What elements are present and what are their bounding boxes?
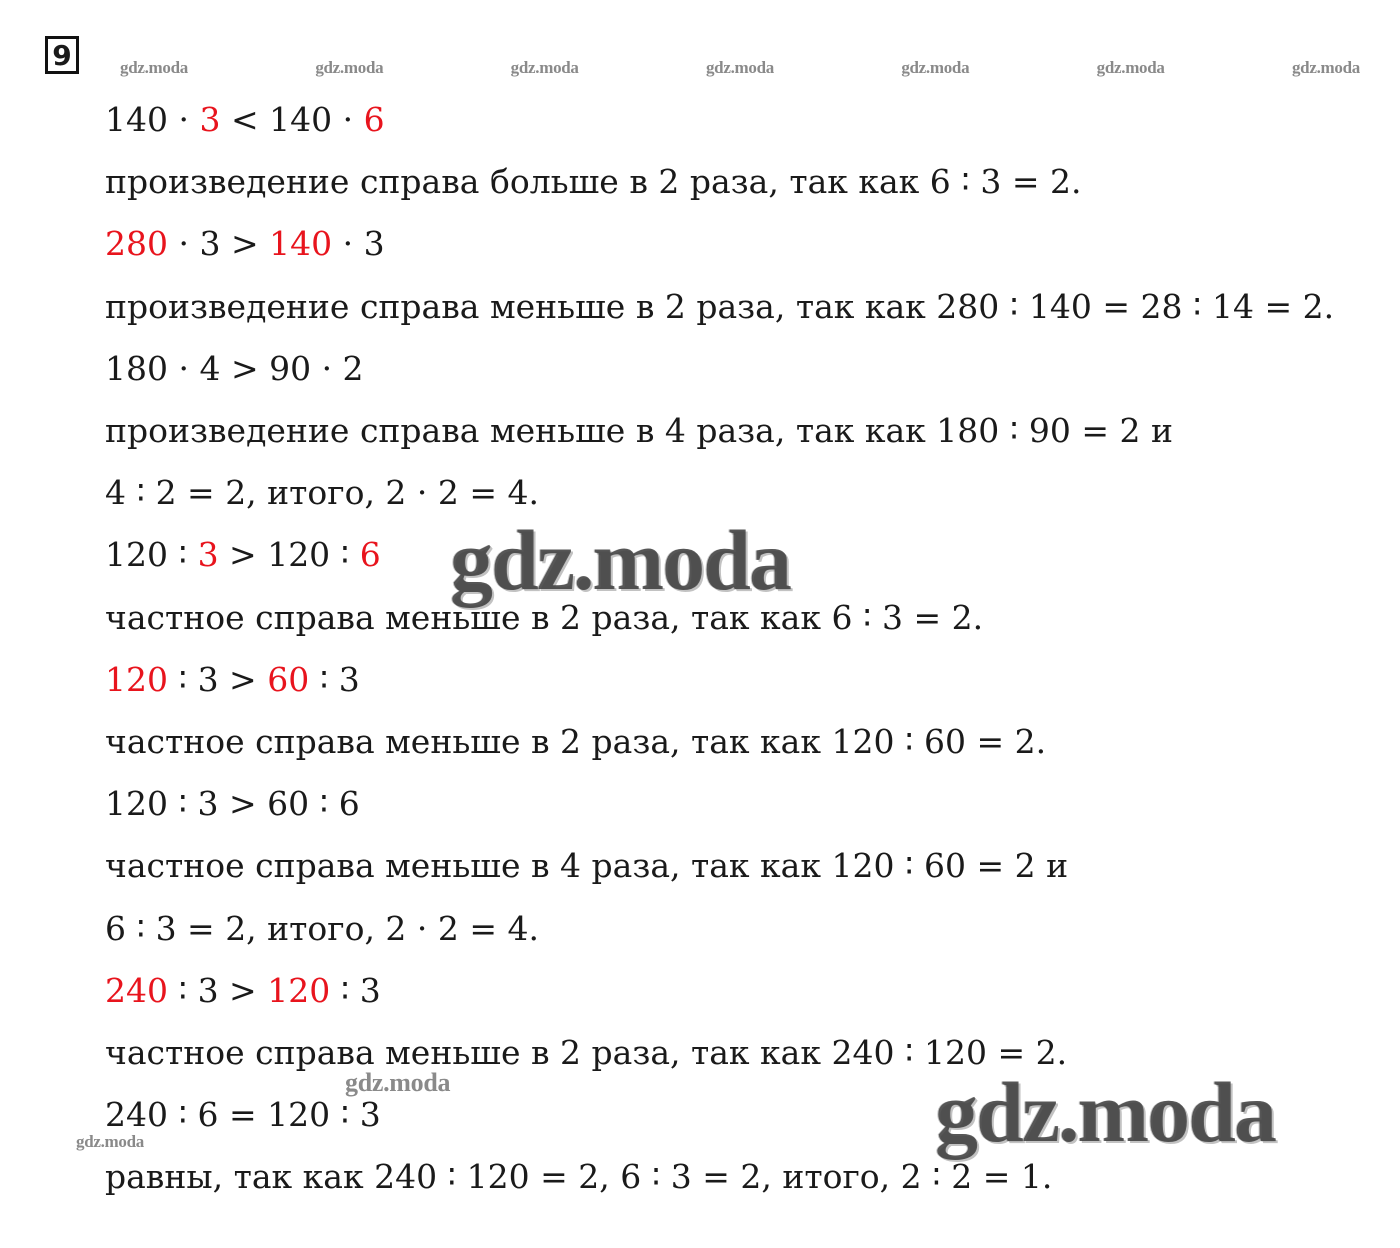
highlighted-number: 140 [269, 224, 333, 264]
watermark-small: gdz.moda [1096, 58, 1165, 77]
text-segment: произведение справа больше в 2 раза, так как 6 ∶ 3 = 2. [105, 162, 1082, 202]
text-segment: · 3 > [168, 224, 270, 264]
solution-line [105, 971, 381, 1011]
text-segment: 120 ∶ [105, 535, 198, 575]
highlighted-number: 120 [267, 970, 331, 1010]
text-segment: 120 ∶ 3 > 60 ∶ 6 [105, 784, 360, 824]
text-segment: ∶ 3 > [168, 970, 268, 1010]
text-segment: произведение справа меньше в 4 раза, так как 180 ∶ 90 = 2 и [105, 411, 1173, 450]
text-segment: 4 ∶ 2 = 2, итого, 2 · 2 = 4. [105, 473, 539, 513]
text-segment: ∶ 3 [330, 970, 381, 1010]
solution-line [105, 1095, 381, 1135]
watermark-small: gdz.moda [1291, 58, 1360, 77]
text-segment: ∶ 3 [309, 659, 360, 699]
solution-line [105, 349, 364, 389]
watermark-medium: gdz.moda [345, 1068, 451, 1097]
text-segment: ∶ 3 > [168, 659, 268, 699]
solution-line [105, 411, 1173, 451]
text-segment: 240 ∶ 6 = 120 ∶ 3 [105, 1095, 381, 1135]
watermark-large: gdz.moda [450, 512, 790, 608]
highlighted-number: 280 [105, 224, 168, 264]
solution-line [105, 1033, 1067, 1073]
text-segment: частное справа меньше в 2 раза, так как 6 ∶ 3 = 2. [105, 597, 984, 637]
text-segment: · 3 [332, 224, 385, 264]
solution-line [105, 287, 1334, 327]
solution-line [105, 784, 360, 824]
highlighted-number: 60 [267, 659, 310, 699]
solution-line [105, 473, 539, 513]
text-segment: частное справа меньше в 2 раза, так как 120 ∶ 60 = 2. [105, 722, 1047, 761]
solution-line [105, 1157, 1052, 1197]
solution-line [105, 846, 1068, 886]
watermark-small: gdz.moda [510, 58, 579, 77]
watermark-small: gdz.moda [705, 58, 774, 77]
highlighted-number: 240 [105, 970, 168, 1010]
highlighted-number: 120 [105, 659, 168, 699]
solution-line [105, 100, 385, 140]
highlighted-number: 6 [359, 535, 381, 575]
watermark-row [120, 58, 1360, 78]
solution-line [105, 660, 360, 700]
text-segment: 140 · [105, 100, 200, 139]
solution-line [105, 722, 1046, 762]
highlighted-number: 3 [199, 100, 221, 139]
solution-line [105, 535, 381, 575]
watermark-small: gdz.moda [120, 58, 188, 77]
text-segment: частное справа меньше в 2 раза, так как 240 ∶ 120 = 2. [105, 1033, 1068, 1072]
solution-line [105, 909, 539, 949]
task-number-badge: 9 [45, 36, 79, 74]
solution-line [105, 224, 385, 264]
solution-line [105, 162, 1081, 202]
watermark-small: gdz.moda [315, 58, 384, 77]
text-segment: частное справа меньше в 4 раза, так как 120 ∶ 60 = 2 и [105, 846, 1069, 886]
text-segment: равны, так как 240 ∶ 120 = 2, 6 ∶ 3 = 2, итого, 2 ∶ 2 = 1. [105, 1157, 1053, 1197]
highlighted-number: 3 [197, 535, 219, 575]
text-segment: произведение справа меньше в 2 раза, так как 280 ∶ 140 = 28 ∶ 14 = 2. [105, 286, 1335, 326]
text-segment: > 120 ∶ [218, 535, 360, 575]
watermark-small: gdz.moda [901, 58, 970, 77]
highlighted-number: 6 [363, 100, 385, 139]
text-segment: 180 · 4 > 90 · 2 [105, 348, 364, 388]
watermark-small: gdz.moda [76, 1132, 144, 1151]
text-segment: < 140 · [220, 100, 364, 139]
watermark-large: gdz.moda [935, 1064, 1275, 1160]
text-segment: 6 ∶ 3 = 2, итого, 2 · 2 = 4. [105, 908, 539, 948]
